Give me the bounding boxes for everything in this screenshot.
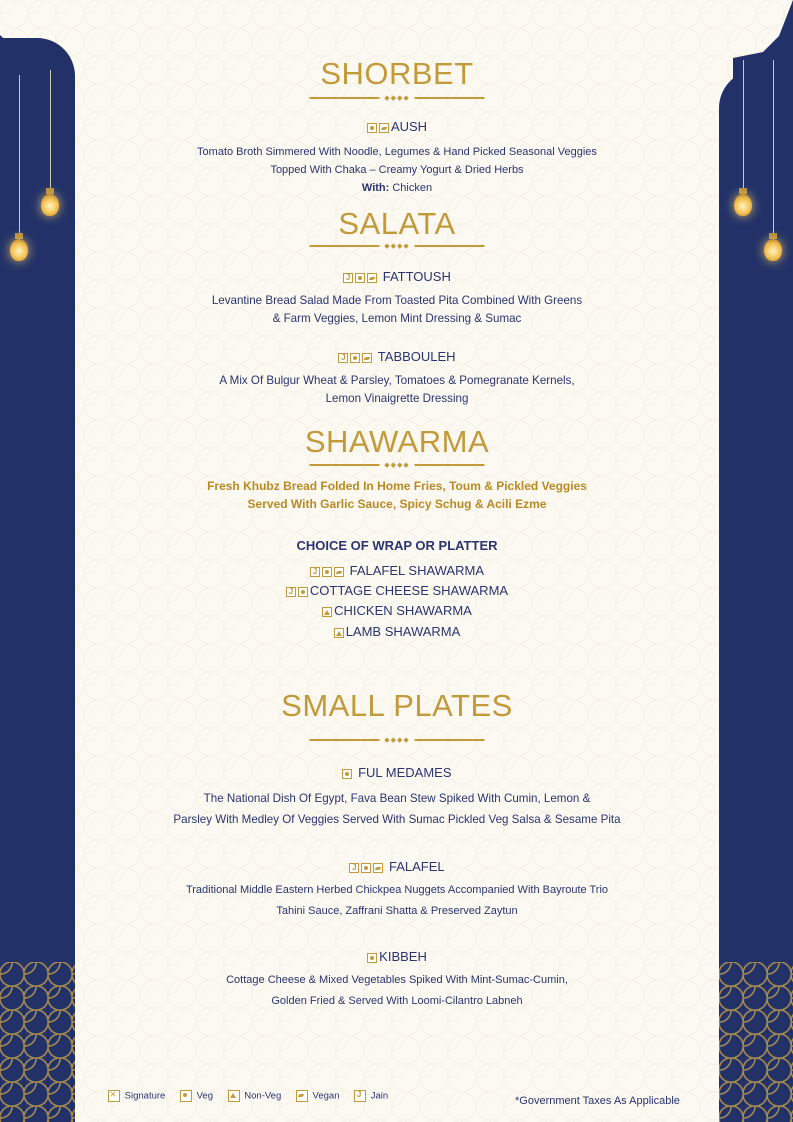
item-name-label: FALAFEL [388,859,445,874]
bulb-right-1 [734,0,752,230]
tax-footnote: *Government Taxes As Applicable [515,1095,680,1107]
section-divider: ◆◆◆◆ [310,242,485,250]
item-description [75,372,719,408]
item-aush [75,119,719,134]
item-description [75,788,719,830]
desc-line: Parsley With Medley Of Veggies Served With Sumac Pickled Veg Salsa & Sesame Pita [173,813,621,826]
legend-nonveg [228,1090,282,1102]
desc-line: Levantine Bread Salad Made From Toasted Pita Combined With Greens [211,294,583,307]
right-gold-lattice [719,962,793,1122]
left-gold-lattice [0,962,75,1122]
section-divider: ◆◆◆◆ [310,461,485,469]
legend-label: Vegan [312,1090,340,1102]
legend-label: Jain [370,1090,389,1102]
desc-line: Served With Garlic Sauce, Spicy Schug & Acili Ezme [247,497,547,511]
nonveg-icon [334,628,344,638]
shawarma-intro [75,477,719,513]
dietary-legend [108,1090,400,1102]
veg-icon [361,863,371,873]
veg-icon [322,567,332,577]
jain-icon [338,353,348,363]
signature-icon [108,1090,120,1102]
jain-icon [343,273,353,283]
desc-line: A Mix Of Bulgur Wheat & Parsley, Tomatoes & Pomegranate Kernels, [219,374,575,387]
vegan-icon [296,1090,308,1102]
jain-icon [349,863,359,873]
item-ful-medames [75,765,719,780]
item-name-label: LAMB SHAWARMA [345,624,461,639]
item-falafel [75,859,719,874]
desc-line: & Farm Veggies, Lemon Mint Dressing & Sumac [272,312,522,325]
section-title-small-plates: SMALL PLATES [281,688,513,723]
legend-jain [354,1090,388,1102]
jain-icon [310,567,320,577]
item-falafel-shawarma [75,563,719,578]
item-lamb-shawarma [75,624,719,639]
desc-line: Tomato Broth Simmered With Noodle, Legumes & Hand Picked Seasonal Veggies [197,146,597,158]
section-title-salata: SALATA [338,206,456,241]
bulb-right-2 [764,0,782,275]
section-divider: ◆◆◆◆ [310,94,485,102]
section-divider: ◆◆◆◆ [310,736,485,744]
item-name-label: AUSH [390,119,428,134]
item-cottage-cheese-shawarma [75,583,719,598]
item-description [75,292,719,328]
desc-line: The National Dish Of Egypt, Fava Bean Stew Spiked With Cumin, Lemon & [203,792,591,805]
vegan-icon [373,863,383,873]
legend-vegan [296,1090,340,1102]
vegan-icon [379,123,389,133]
item-description [75,880,719,922]
item-kibbeh [75,949,719,964]
item-fattoush [75,269,719,284]
item-tabbouleh [75,349,719,364]
nonveg-icon [322,607,332,617]
desc-line: Traditional Middle Eastern Herbed Chickpea Nuggets Accompanied With Bayroute Trio [185,884,609,896]
item-name-label: KIBBEH [379,949,427,964]
veg-icon [342,769,352,779]
legend-veg [180,1090,213,1102]
item-description [75,970,719,1012]
bulb-left-1 [41,0,59,230]
menu-content [75,0,719,1122]
veg-icon [350,353,360,363]
desc-line [75,179,719,197]
desc-line: Fresh Khubz Bread Folded In Home Fries, Toum & Pickled Veggies [207,479,587,493]
veg-icon [180,1090,192,1102]
item-name-label: CHICKEN SHAWARMA [334,603,472,618]
item-name-label: COTTAGE CHEESE SHAWARMA [309,583,509,598]
veg-icon [298,587,308,597]
legend-signature [108,1090,165,1102]
veg-icon [367,123,377,133]
item-name-label: FALAFEL SHAWARMA [349,563,484,578]
desc-line: Golden Fried & Served With Loomi-Cilantro Labneh [271,995,523,1007]
desc-line: Lemon Vinaigrette Dressing [325,392,469,405]
nonveg-icon [228,1090,240,1102]
veg-icon [367,953,377,963]
desc-line: Cottage Cheese & Mixed Vegetables Spiked With Mint-Sumac-Cumin, [226,974,568,986]
vegan-icon [367,273,377,283]
bulb-left-2 [10,0,28,275]
vegan-icon [334,567,344,577]
jain-icon [286,587,296,597]
item-name-label: FUL MEDAMES [358,765,452,780]
vegan-icon [362,353,372,363]
veg-icon [355,273,365,283]
desc-line: Tahini Sauce, Zaffrani Shatta & Preserved Zaytun [276,905,518,917]
item-chicken-shawarma [75,603,719,618]
item-name-label: FATTOUSH [382,269,451,284]
legend-label: Non-Veg [244,1090,282,1102]
legend-label: Veg [196,1090,213,1102]
section-title-shorbet: SHORBET [320,56,474,91]
desc-line: Topped With Chaka – Creamy Yogurt & Dried Herbs [270,164,524,176]
legend-label: Signature [124,1090,166,1102]
item-description [75,143,719,197]
section-title-shawarma: SHAWARMA [304,424,490,459]
item-name-label: TABBOULEH [377,349,456,364]
shawarma-choice-heading: CHOICE OF WRAP OR PLATTER [296,538,498,553]
with-value: Chicken [389,182,433,194]
jain-icon [354,1090,366,1102]
with-label: With: [361,182,390,194]
